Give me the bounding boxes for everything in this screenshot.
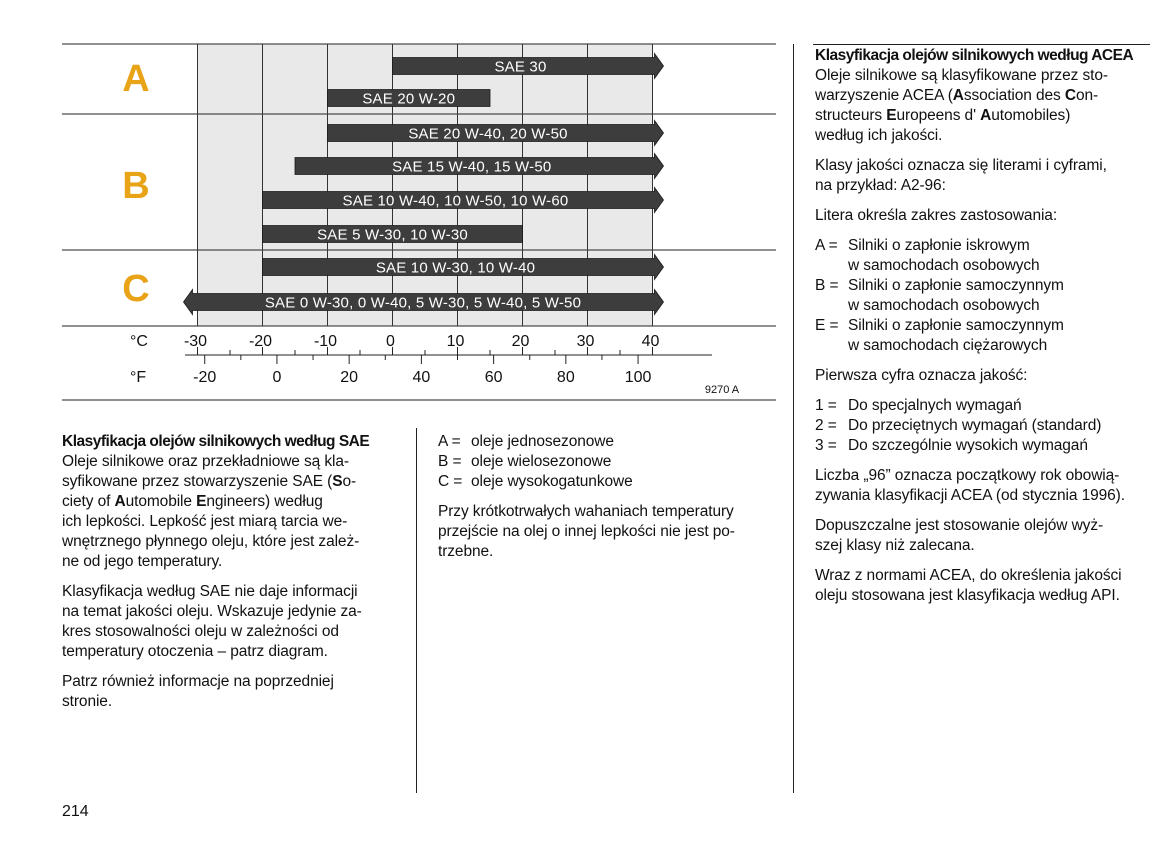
- axis-c-tick-label: -10: [313, 333, 338, 350]
- sae-bar: [328, 121, 664, 146]
- chart-background: [198, 44, 653, 326]
- definition-row: A = oleje jednosezonowe: [438, 433, 614, 450]
- sae-bar-label: SAE 20 W-20: [362, 90, 456, 108]
- axis-c-tick-label: 0: [386, 333, 395, 350]
- axis-f-tick-label: 100: [624, 369, 652, 386]
- acea-digit-intro: Pierwsza cyfra oznacza jakość:: [815, 367, 1028, 384]
- axis-f-label: °F: [130, 369, 147, 386]
- sae-bar-label: SAE 5 W-30, 10 W-30: [317, 226, 468, 244]
- acea-example: Klasy jakości oznacza się literami i cyframi, na przykład: A2-96:: [815, 157, 1107, 194]
- definition-row: 2 = Do przeciętnych wymagań (standard): [815, 417, 1102, 434]
- sae-heading: Klasyfikacja olejów silnikowych według SAE: [62, 433, 370, 450]
- axis-c-tick-label: 40: [641, 333, 660, 350]
- sae-bar-label: SAE 10 W-30, 10 W-40: [375, 259, 536, 277]
- acea-letter-intro: Litera określa zakres zastosowania:: [815, 207, 1058, 224]
- sae-paragraph-2: Klasyfikacja według SAE nie daje informacji na temat jakości oleju. Wskazuje jedynie za- kres stosowalności oleju w zależności od temperatury otoczenia – patrz diagram.: [62, 583, 362, 660]
- definition-row: B = Silniki o zapłonie samoczynnym w samochodach osobowych: [815, 277, 1064, 314]
- sae-section: Klasyfikacja olejów silnikowych według SAE Oleje silnikowe oraz przekładniowe są kla- syfikowane przez stowarzyszenie SAE (So- ciety of Automobile Engineers) według ich lepkości. Lepkość jest miarą tarcia we- wnętrznego płynnego oleju, które jest zależ- ne od jego temperatury.: [62, 433, 370, 570]
- group-letter-b: B: [122, 165, 150, 207]
- sae-bar: [263, 188, 664, 213]
- sae-bar-label: SAE 30: [494, 58, 547, 76]
- definition-row: 1 = Do specjalnych wymagań: [815, 397, 1022, 414]
- sae-bar-label: SAE 0 W-30, 0 W-40, 5 W-30, 5 W-40, 5 W-50: [264, 294, 582, 312]
- axis-f-tick-label: 20: [340, 369, 359, 386]
- axis-f-tick-label: -20: [193, 369, 217, 386]
- definition-row: A = Silniki o zapłonie iskrowym w samochodach osobowych: [815, 237, 1040, 274]
- axis-c-label: °C: [130, 333, 148, 350]
- sae-bar: [295, 154, 664, 179]
- group-letters: [122, 58, 149, 310]
- axis-c-tick-label: -30: [183, 333, 208, 350]
- sae-bar: [184, 290, 664, 315]
- axis-f-tick-label: 40: [412, 369, 431, 386]
- group-letter-c: C: [122, 268, 150, 310]
- temperature-note: Przy krótkotrwałych wahaniach temperatury przejście na olej o innej lepkości nie jest po- trzebne.: [438, 503, 735, 560]
- axis-c-tick-label: 30: [576, 333, 595, 350]
- acea-letter-definitions: [815, 236, 1155, 356]
- acea-api-note: Wraz z normami ACEA, do określenia jakości oleju stosowana jest klasyfikacja według API.: [815, 567, 1122, 604]
- acea-higher-class-note: Dopuszczalne jest stosowanie olejów wyż- szej klasy niż zalecana.: [815, 517, 1104, 554]
- acea-heading: Klasyfikacja olejów silnikowych według ACEA: [815, 47, 1134, 64]
- sae-bar-label: SAE 10 W-40, 10 W-50, 10 W-60: [342, 192, 569, 210]
- sae-bar: [393, 54, 664, 79]
- sae-bar-label: SAE 20 W-40, 20 W-50: [408, 125, 568, 143]
- definition-row: C = oleje wysokogatunkowe: [438, 473, 633, 490]
- class-definitions: [438, 432, 783, 492]
- sae-bar: [263, 226, 523, 244]
- top-rule-right: [813, 44, 1150, 45]
- axis-c-tick-label: 10: [446, 333, 465, 350]
- acea-section: Klasyfikacja olejów silnikowych według ACEA Oleje silnikowe są klasyfikowane przez sto- warzyszenie ACEA (Association des Con- structeurs Europeens d' Automobiles) według ich jakości.: [815, 47, 1134, 144]
- axis-c-tick-label: -20: [248, 333, 273, 350]
- axis-f-tick-label: 80: [556, 369, 575, 386]
- sae-bar: [263, 255, 664, 280]
- sae-bar: [328, 90, 491, 108]
- left-column: [62, 432, 407, 722]
- definition-row: B = oleje wielosezonowe: [438, 453, 612, 470]
- group-letter-a: A: [122, 58, 150, 100]
- axis-f-tick-label: 0: [272, 369, 282, 386]
- sae-viscosity-chart: [0, 0, 800, 420]
- figure-code: 9270 A: [704, 384, 740, 396]
- right-column: [815, 46, 1155, 616]
- axis-f-tick-label: 60: [484, 369, 503, 386]
- column-divider-middle: [416, 428, 417, 793]
- sae-bar-label: SAE 15 W-40, 15 W-50: [392, 158, 552, 176]
- page-number: 214: [62, 803, 89, 820]
- definition-row: 3 = Do szczególnie wysokich wymagań: [815, 437, 1088, 454]
- sae-paragraph-3: Patrz również informacje na poprzedniej stronie.: [62, 673, 334, 710]
- axis-c-tick-label: 20: [511, 333, 530, 350]
- definition-row: E = Silniki o zapłonie samoczynnym w samochodach ciężarowych: [815, 317, 1064, 354]
- middle-column: [438, 432, 783, 572]
- chart-axes: [130, 333, 740, 396]
- acea-year-note: Liczba „96” oznacza początkowy rok obowią- zywania klasyfikacji ACEA (od stycznia 1996).: [815, 467, 1125, 504]
- column-divider-right: [793, 44, 794, 793]
- acea-digit-definitions: [815, 396, 1155, 456]
